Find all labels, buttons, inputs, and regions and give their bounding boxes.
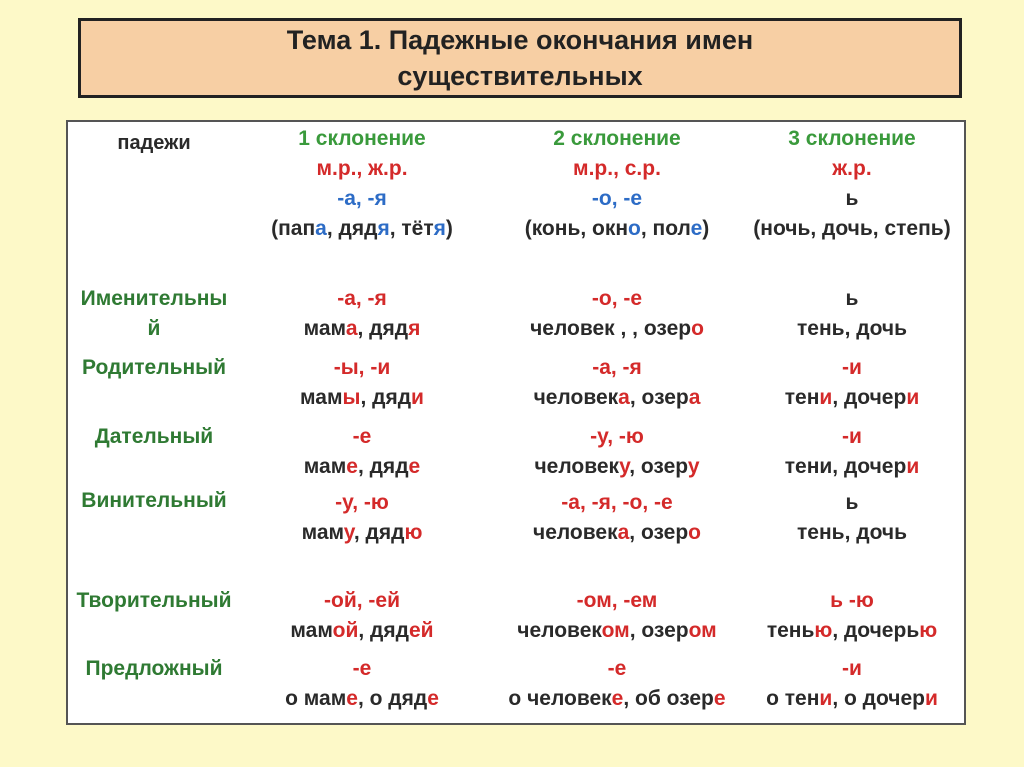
decl2-example: (конь, окно, поле) (524, 217, 710, 240)
genitive-decl1: -ы, -и мамы, дяди (300, 356, 424, 409)
decl1-name: 1 склонение (298, 127, 426, 150)
decl3-endings: ь (845, 187, 859, 210)
decl1-endings: -а, -я (337, 187, 387, 210)
accusative-decl3: ь тень, дочь (797, 491, 907, 544)
prepositional-decl3: -и о тени, о дочери (766, 657, 938, 710)
header-decl3 (736, 124, 968, 244)
dative-decl3: -и тени, дочери (784, 425, 920, 478)
prepositional-decl1: -е о маме, о дяде (285, 657, 439, 710)
decl2-name: 2 склонение (553, 127, 681, 150)
case-prepositional: Предложный (85, 657, 223, 680)
dative-decl1: -е маме, дяде (303, 425, 421, 478)
prepositional-decl2: -е о человеке, об озере (508, 657, 726, 710)
decl1-example: (папа, дядя, тётя) (271, 217, 453, 240)
decl2-endings: -о, -е (591, 187, 643, 210)
nominative-decl1: -а, -я мама, дядя (303, 287, 421, 340)
instrumental-decl2: -ом, -ем человеком, озером (517, 589, 717, 642)
case-instrumental: Творительный (76, 589, 232, 612)
instrumental-decl1: -ой, -ей мамой, дядей (290, 589, 434, 642)
accusative-decl2: -а, -я, -о, -е человека, озеро (533, 491, 701, 544)
instrumental-decl3: ь -ю тенью, дочерью (766, 589, 938, 642)
genitive-decl3: -и тени, дочери (784, 356, 920, 409)
title-box (78, 18, 962, 98)
title-line-2: существительных (397, 61, 643, 91)
genitive-decl2: -а, -я человека, озера (533, 356, 701, 409)
decl1-gender: м.р., ж.р. (316, 157, 408, 180)
case-dative: Дательный (94, 425, 214, 448)
header-decl2 (484, 124, 750, 244)
decl3-example: (ночь, дочь, степь) (753, 217, 951, 240)
header-cases-label: падежи (117, 132, 191, 154)
decl3-name: 3 склонение (788, 127, 916, 150)
case-genitive: Родительный (81, 356, 227, 379)
nominative-decl3: ь тень, дочь (797, 287, 907, 340)
case-accusative: Винительный (81, 489, 227, 512)
title-line-1: Тема 1. Падежные окончания имен (286, 25, 754, 55)
accusative-decl1: -у, -ю маму, дядю (301, 491, 423, 544)
header-decl1 (246, 124, 478, 244)
case-nominative: Именительны й (80, 287, 228, 340)
declension-table (66, 120, 966, 725)
nominative-decl2: -о, -е человек , , озеро (530, 287, 704, 340)
dative-decl2: -у, -ю человеку, озеру (534, 425, 700, 478)
decl3-gender: ж.р. (832, 157, 872, 180)
decl2-gender: м.р., с.р. (573, 157, 661, 180)
